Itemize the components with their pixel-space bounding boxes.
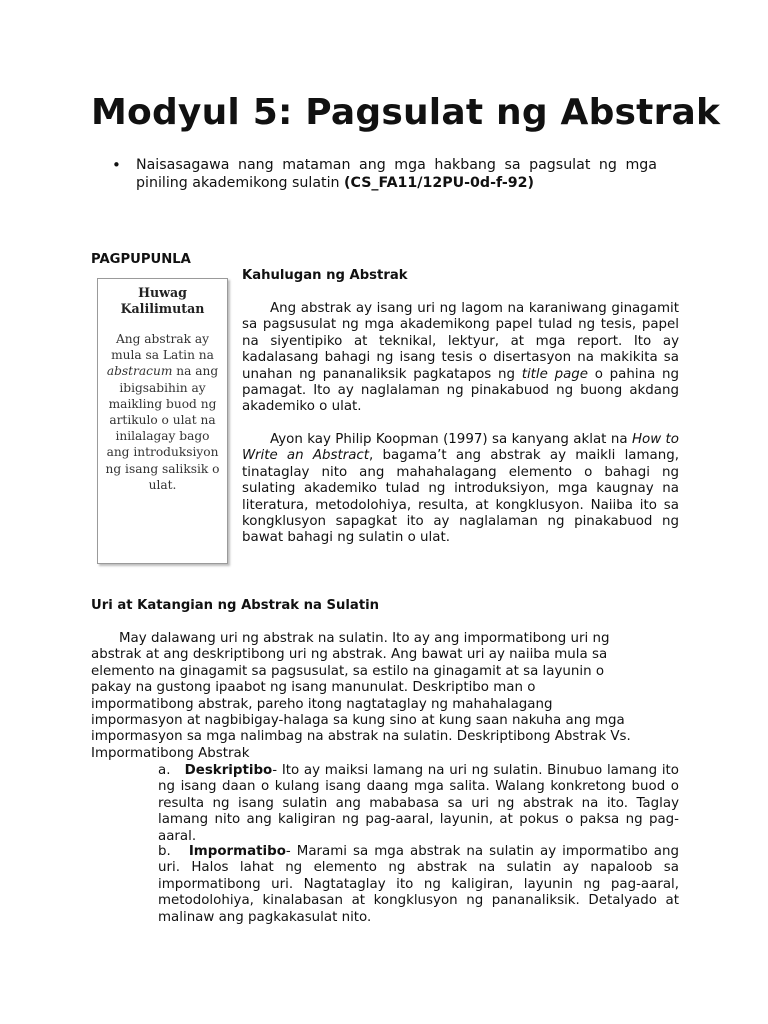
reminder-box [97, 278, 228, 564]
list-text: - Ito ay maiksi lamang na uri ng sulatin. Binubuo lamang ito ng isang daan o kulang isang daang mga salita. Walang konkretong buod o resulta ng isang sulatin ang mababasa sa uri ng abstrak na ito. Taglay lamang nito ang kaligiran ng pag-aaral, layunin, at pokus o paksa ng pag-aaral. [158, 763, 679, 844]
bullet-icon: • [112, 156, 121, 174]
kahulugan-paragraph-1 [242, 301, 679, 416]
reminder-title-line1: Huwag [138, 285, 187, 300]
list-item-deskriptibo [158, 763, 679, 845]
reminder-body-italic: abstracum [106, 364, 173, 379]
learning-objective [112, 156, 657, 192]
list-term: Impormatibo [188, 844, 286, 859]
page-title: Modyul 5: Pagsulat ng Abstrak [91, 92, 721, 133]
reminder-title-line2: Kalilimutan [120, 301, 205, 316]
reminder-title [98, 285, 227, 317]
list-marker: b. [158, 844, 171, 859]
k-p1-post: o pahina ng pamagat. Ito ay naglalaman ng pinakabuod ng buong akdang akademiko o ulat. [242, 366, 679, 415]
reminder-body-pre: Ang abstrak ay mula sa Latin na [111, 332, 214, 363]
objective-code: (CS_FA11/12PU-0d-f-92) [344, 175, 534, 191]
k-p2-italic: How to Write an Abstract [242, 432, 679, 464]
k-p2-pre: Ayon kay Philip Koopman (1997) sa kanyang aklat na [270, 432, 632, 447]
reminder-body-post: na ang ibigsabihin ay maikling buod ng artikulo o ulat na inilalagay bago ang introduksiyon ng isang saliksik o ulat. [105, 364, 220, 492]
objective-text-block [136, 156, 657, 192]
list-item-impormatibo [158, 844, 679, 926]
uri-heading: Uri at Katangian ng Abstrak na Sulatin [91, 598, 380, 613]
list-text: - Marami sa mga abstrak na sulatin ay impormatibo ang uri. Halos lahat ng elemento ng abstrak na sulatin ay napaloob sa impormatibong uri. Nagtataglay ito ng kaligiran, layunin ng pag-aaral, metodolohiya, kinalabasan at kongklusyon ng pananaliksik. Detalyado at malinaw ang pagkakasulat nito. [158, 844, 679, 925]
kahulugan-paragraph-2 [242, 432, 679, 547]
objective-text: Naisasagawa nang mataman ang mga hakbang sa pagsulat ng mga piniling akademikong sulatin [136, 157, 657, 191]
uri-paragraph: May dalawang uri ng abstrak na sulatin. Ito ay ang impormatibong uri ng abstrak at ang deskriptibong uri ng abstrak. Ang bawat uri ay naiiba mula sa elemento na ginagamit sa pagsusulat, sa estilo na ginagamit at sa layunin o pakay na gustong ipaabot ng isang manunulat. Deskriptibo man o impormatibong abstrak, pareho itong nagtataglay ng mahahalagang impormasyon at nagbibigay-halaga sa kung sino at kung saan nakuha ang mga impormasyon sa mga nalimbag na abstrak na sulatin. Deskriptibong Abstrak Vs. Impormatibong Abstrak [91, 631, 631, 761]
reminder-body [104, 331, 221, 493]
pagpupunla-heading: PAGPUPUNLA [91, 252, 191, 267]
k-p1-italic: title page [521, 366, 589, 382]
k-p1-pre: Ang abstrak ay isang uri ng lagom na karaniwang ginagamit sa pagsusulat ng mga akademikong papel tulad ng tesis, papel na siyentipiko at teknikal, lektyur, at mga report. Ito ay kadalasang bahagi ng isang tesis o disertasyon na makikita sa unahan ng pananaliksik pagkatapos ng [242, 301, 679, 382]
list-term: Deskriptibo [184, 763, 273, 778]
list-marker: a. [158, 763, 171, 778]
k-p2-post: , bagama’t ang abstrak ay maikli lamang, tinataglay nito ang mahahalagang elemento o bahagi ng sulating akademiko tulad ng introduksiyon, mga kaugnay na literatura, metodolohiya, resulta, at kongklusyon. Naiiba ito sa kongklusyon sapagkat ito ay naglalaman ng pinakabuod ng bawat bahagi ng sulatin o ulat. [242, 448, 679, 546]
kahulugan-heading: Kahulugan ng Abstrak [242, 268, 408, 283]
